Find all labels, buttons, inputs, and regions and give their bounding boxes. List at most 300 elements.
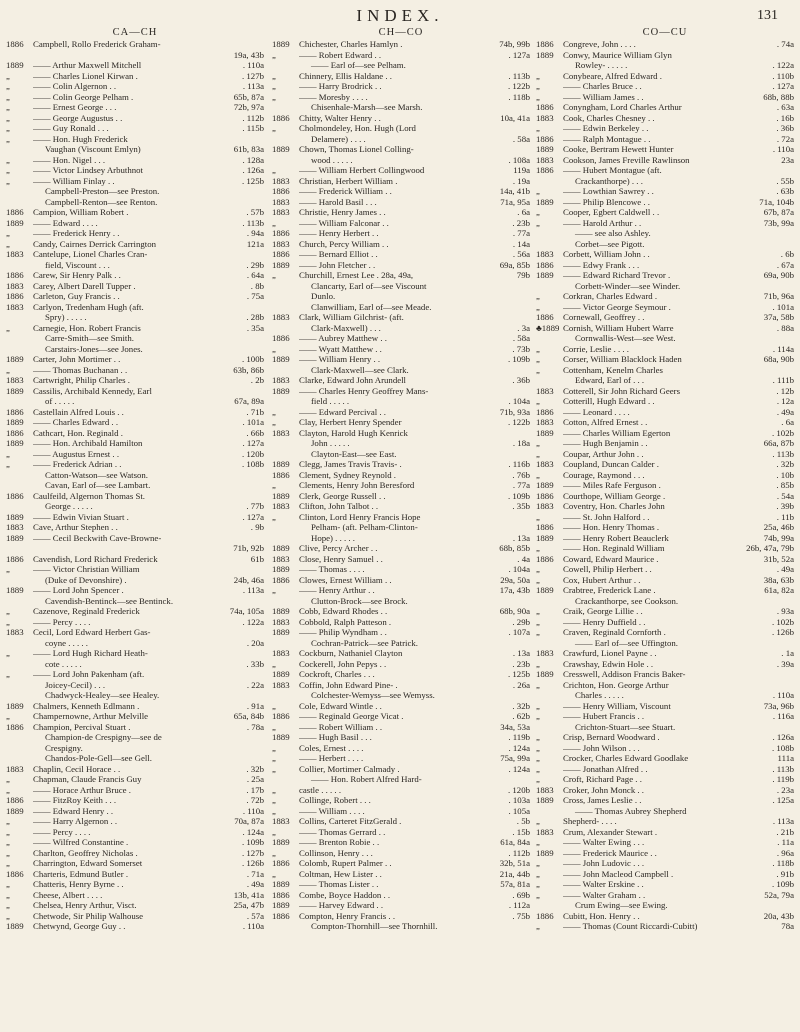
index-entry: [272, 921, 530, 932]
entry-reference: . 122b: [508, 81, 530, 91]
entry-reference: 52a, 79a: [764, 889, 794, 900]
entry-name: —— Hon. Henry Thomas .: [563, 522, 660, 532]
entry-year: 1886: [272, 228, 290, 238]
entry-year: „: [6, 889, 10, 900]
entry-year: 1889: [536, 427, 554, 438]
entry-name: —— Hon. Nigel . . .: [33, 154, 106, 165]
entry-name: Dunlo.: [311, 291, 336, 301]
entry-name: —— Moresby . . . .: [299, 91, 368, 102]
entry-year: „: [272, 81, 276, 91]
entry-year: „: [536, 763, 540, 774]
entry-reference: . 17b: [246, 784, 264, 795]
entry-year: „: [536, 354, 540, 364]
entry-name: Crackanthorpe) . . .: [575, 175, 643, 186]
index-entry: [6, 617, 264, 628]
entry-name: Carew, Sir Henry Palk . .: [33, 270, 121, 280]
index-entry: [6, 71, 264, 82]
entry-name: —— Henry Herbert . .: [299, 228, 379, 238]
entry-name: Collinge, Robert . . .: [299, 795, 371, 805]
entry-reference: 19a, 43b: [233, 49, 264, 60]
entry-reference: . 55b: [776, 175, 794, 186]
entry-name: —— Hon. Robert Alfred Hard-: [311, 774, 422, 784]
index-entry: [536, 281, 794, 292]
entry-name: Craven, Reginald Cornforth .: [563, 627, 666, 637]
entry-year: 1886: [272, 112, 290, 123]
entry-name: Cartwright, Philip Charles .: [33, 375, 131, 385]
entry-year: 1886: [272, 249, 290, 259]
entry-reference: 74b, 99a: [763, 532, 794, 543]
index-entry: [6, 165, 264, 176]
index-entry: [6, 827, 264, 838]
entry-name: Chaplin, Cecil Horace . .: [33, 763, 121, 774]
entry-reference: . 126a: [242, 165, 264, 175]
index-entry: [536, 774, 794, 785]
entry-year: „: [536, 448, 540, 459]
index-entry: [272, 533, 530, 544]
entry-year: „: [272, 847, 276, 858]
index-entry: [536, 92, 794, 103]
entry-year: 1889: [6, 354, 24, 364]
entry-reference: . 126b: [242, 858, 264, 868]
entry-name: Cochran-Patrick—see Patrick.: [311, 637, 418, 648]
entry-year: 1889: [272, 564, 290, 574]
entry-year: „: [536, 574, 540, 585]
entry-reference: . 127b: [242, 70, 264, 81]
entry-name: —— Thomas Gerrard . .: [299, 826, 386, 837]
entry-name: Cassilis, Archibald Kennedy, Earl: [33, 385, 152, 396]
entry-reference: . 127a: [242, 438, 264, 448]
entry-name: Cockburn, Nathaniel Clayton: [299, 648, 403, 658]
entry-reference: . 104a: [508, 396, 530, 406]
entry-reference: . 58a: [512, 133, 530, 144]
index-entry: [6, 785, 264, 796]
entry-name: Crackanthorpe, see Cookson.: [575, 595, 679, 606]
entry-name: Cottenham, Kenelm Charles: [563, 364, 663, 375]
index-entry: [6, 144, 264, 155]
entry-reference: 25a, 47b: [233, 900, 264, 910]
index-entry: [536, 575, 794, 586]
index-entry: [272, 711, 530, 722]
entry-name: Cobbold, Ralph Patteson .: [299, 616, 392, 627]
entry-year: 1889: [272, 900, 290, 910]
index-entry: [272, 165, 530, 176]
entry-name: —— Guy Ronald . . .: [33, 123, 109, 133]
entry-year: 1886: [272, 186, 290, 196]
index-entry: [6, 354, 264, 365]
entry-year: „: [6, 900, 10, 910]
entry-name: Rowley- . . . . .: [575, 60, 628, 70]
entry-reference: . 67a: [776, 259, 794, 270]
index-entry: [272, 407, 530, 418]
entry-reference: 14a, 41b: [499, 186, 530, 196]
entry-name: Cavendish, Lord Richard Frederick: [33, 553, 158, 564]
entry-reference: . 63a: [776, 102, 794, 112]
entry-name: George . . . . .: [45, 501, 93, 511]
index-entry: [6, 680, 264, 691]
entry-name: Clifton, John Talbot . .: [299, 501, 379, 511]
entry-name: —— Philip Wyndham . .: [299, 627, 387, 637]
entry-name: Clanwilliam, Earl of—see Meade.: [311, 301, 432, 312]
entry-name: Chinnery, Ellis Haldane . .: [299, 70, 392, 81]
entry-name: Clegg, James Travis Travis- .: [299, 459, 402, 469]
entry-name: —— Harold Arthur . .: [563, 217, 642, 228]
entry-name: —— Edwin Vivian Stuart .: [33, 511, 129, 522]
index-entry: [536, 375, 794, 386]
entry-year: 1889: [6, 417, 24, 427]
index-entry: [536, 533, 794, 544]
index-entry: [6, 176, 264, 187]
entry-name: Clancarty, Earl of—see Viscount: [311, 280, 427, 291]
entry-reference: . 110a: [242, 921, 264, 931]
index-entry: [272, 102, 530, 113]
entry-reference: . 23b: [512, 217, 530, 228]
entry-reference: . 126a: [772, 732, 794, 742]
entry-year: „: [536, 123, 540, 133]
index-entry: [272, 312, 530, 323]
entry-year: „: [536, 816, 540, 826]
entry-name: Joicey-Cecil) . . .: [45, 679, 106, 690]
entry-year: 1886: [536, 553, 554, 564]
entry-year: 1886: [6, 553, 24, 564]
entry-reference: . 101a: [772, 301, 794, 312]
index-entry: [272, 92, 530, 103]
entry-reference: . 109b: [772, 879, 794, 889]
entry-year: „: [272, 763, 276, 774]
entry-reference: 75a, 99a: [500, 753, 530, 763]
index-entry: [536, 176, 794, 187]
entry-reference: . 120b: [242, 448, 264, 459]
entry-name: Christian, Herbert William .: [299, 175, 398, 186]
entry-name: —— William Finlay . .: [33, 175, 115, 186]
index-entry: [536, 806, 794, 817]
entry-name: castle . . . . .: [299, 784, 342, 795]
index-entry: [6, 806, 264, 817]
index-entry: [536, 743, 794, 754]
entry-year: 1886: [6, 291, 24, 301]
entry-reference: . 127a: [772, 81, 794, 91]
entry-name: —— FitzRoy Keith . . .: [33, 795, 117, 805]
entry-name: Chatteris, Henry Byrne . .: [33, 879, 124, 889]
entry-year: „: [536, 774, 540, 784]
entry-year: 1889: [6, 217, 24, 228]
entry-name: —— William Henry . .: [299, 354, 381, 364]
entry-name: Clarke, Edward John Arundell: [299, 375, 407, 385]
entry-name: Cresswell, Addison Francis Baker-: [563, 669, 686, 679]
index-entry: [536, 470, 794, 481]
entry-year: „: [272, 70, 276, 81]
index-entry: [536, 396, 794, 407]
index-entry: [272, 638, 530, 649]
index-column-co-cu: [536, 26, 794, 932]
index-entry: [6, 218, 264, 229]
entry-year: 1883: [272, 648, 290, 658]
entry-year: „: [6, 133, 10, 144]
entry-year: 1883: [272, 207, 290, 217]
index-entry: [6, 102, 264, 113]
entry-name: Cheese, Albert . . . .: [33, 889, 103, 900]
entry-name: —— Charles Henry Geoffrey Mans-: [299, 385, 429, 396]
entry-year: „: [272, 585, 276, 595]
index-entry: [272, 722, 530, 733]
index-entry: [536, 333, 794, 344]
entry-name: Colomb, Rupert Palmer . .: [299, 858, 392, 868]
entry-reference: . 112a: [508, 900, 530, 910]
index-entry: [6, 186, 264, 197]
entry-name: —— Percy . . . .: [33, 616, 91, 627]
index-entry: [272, 512, 530, 523]
index-entry: [6, 386, 264, 397]
entry-reference: 67a, 89a: [234, 396, 264, 406]
entry-name: (Duke of Devonshire) .: [45, 574, 127, 585]
entry-reference: 13b, 41a: [233, 889, 264, 900]
entry-year: 1889: [272, 606, 290, 616]
index-entry: [6, 638, 264, 649]
entry-reference: . 29b: [246, 259, 264, 270]
index-entry: [536, 848, 794, 859]
index-entry: [272, 585, 530, 596]
entry-reference: . 6a: [517, 207, 530, 217]
entry-name: Coupland, Duncan Calder .: [563, 459, 660, 469]
index-entry: [272, 71, 530, 82]
index-entry: [272, 134, 530, 145]
entry-reference: 74b, 99b: [499, 39, 530, 49]
entry-reference: 71b, 92b: [233, 543, 264, 553]
index-entry: [536, 711, 794, 722]
entry-year: „: [6, 112, 10, 123]
index-entry: [6, 50, 264, 61]
entry-year: „: [536, 564, 540, 574]
index-entry: [272, 816, 530, 827]
entry-reference: 79b: [516, 270, 530, 280]
entry-reference: . 111b: [772, 375, 794, 385]
entry-name: —— Ralph Montague . .: [563, 133, 651, 144]
entry-year: 1889: [6, 700, 24, 711]
index-entry: [536, 459, 794, 470]
column-heading: CA—CH: [112, 27, 158, 38]
index-entry: [6, 344, 264, 355]
entry-reference: . 104a: [508, 564, 530, 574]
entry-year: „: [6, 784, 10, 795]
index-entry: [6, 60, 264, 71]
entry-name: Cotton, Alfred Ernest . .: [563, 417, 648, 427]
entry-year: „: [6, 175, 10, 186]
entry-name: Cockroft, Charles . . .: [299, 669, 375, 679]
entry-name: Collier, Mortimer Calmady .: [299, 763, 400, 774]
entry-reference: 10a, 41a: [500, 112, 530, 123]
entry-year: „: [6, 165, 10, 175]
entry-year: 1889: [272, 543, 290, 553]
index-entry: [6, 249, 264, 260]
entry-reference: . 113a: [772, 816, 794, 826]
entry-reference: . 113b: [772, 763, 794, 774]
index-entry: [6, 113, 264, 124]
entry-name: Coupar, Arthur John . .: [563, 448, 644, 459]
entry-reference: . 1a: [781, 648, 794, 658]
entry-reference: 69a, 90b: [763, 270, 794, 280]
index-entry: [272, 890, 530, 901]
entry-reference: . 32b: [776, 459, 794, 469]
index-entry: [272, 113, 530, 124]
entry-reference: . 69b: [512, 889, 530, 900]
index-entry: [536, 354, 794, 365]
entry-reference: . 71b: [246, 406, 264, 417]
index-entry: [6, 302, 264, 313]
entry-name: Cotterell, Sir John Richard Geers: [563, 385, 681, 396]
entry-reference: . 109b: [508, 490, 530, 501]
entry-name: —— Frederick Henry . .: [33, 228, 120, 238]
entry-name: —— Walter Erskine . .: [563, 879, 644, 889]
index-entry: [536, 239, 794, 250]
entry-name: Corbett, William John . .: [563, 249, 650, 259]
entry-reference: . 122b: [508, 417, 530, 427]
entry-year: „: [272, 217, 276, 228]
entry-year: 1889: [6, 921, 24, 931]
entry-name: —— Robert William . .: [299, 721, 383, 732]
entry-year: „: [536, 364, 540, 375]
entry-reference: . 110b: [772, 70, 794, 81]
index-entry: [272, 848, 530, 859]
index-entry: [272, 564, 530, 575]
entry-name: Chitty, Walter Henry . .: [299, 112, 381, 123]
entry-year: 1883: [536, 826, 554, 837]
entry-year: 1889: [272, 459, 290, 469]
entry-name: Corser, William Blacklock Haden: [563, 354, 682, 364]
entry-name: Chandos-Pole-Gell—see Gell.: [45, 753, 153, 763]
entry-year: 1889: [272, 490, 290, 501]
entry-name: —— John Fletcher . .: [299, 259, 376, 270]
entry-reference: . 58a: [512, 333, 530, 343]
index-entry: [272, 627, 530, 638]
entry-name: Clark-Maxwell) . . .: [311, 322, 381, 333]
entry-reference: . 35b: [512, 501, 530, 511]
entry-name: Crum, Alexander Stewart .: [563, 826, 658, 837]
index-entry: [536, 291, 794, 302]
entry-year: 1886: [536, 165, 554, 175]
entry-reference: . 127a: [242, 511, 264, 522]
entry-name: Croft, Richard Page . .: [563, 774, 642, 784]
index-entry: [272, 900, 530, 911]
entry-year: „: [272, 511, 276, 522]
index-entry: [272, 365, 530, 376]
entry-name: Chalmers, Kenneth Edlmann .: [33, 700, 140, 711]
entry-name: —— Colin Algernon . .: [33, 81, 117, 91]
entry-name: Crichton-Stuart—see Stuart.: [575, 721, 676, 732]
entry-year: 1883: [536, 648, 554, 658]
index-entry: [6, 512, 264, 523]
entry-reference: . 125a: [772, 795, 794, 805]
entry-name: —— Lord Hugh Richard Heath-: [33, 648, 148, 658]
entry-year: „: [272, 742, 276, 753]
entry-name: Champernowne, Arthur Melville: [33, 711, 149, 721]
index-entry: [536, 680, 794, 691]
entry-reference: . 103a: [508, 795, 530, 805]
entry-reference: . 101a: [242, 417, 264, 427]
entry-name: —— Miles Rafe Ferguson .: [563, 480, 661, 490]
entry-reference: . 124a: [242, 826, 264, 837]
entry-reference: . 14a: [512, 238, 530, 249]
entry-year: 1889: [6, 805, 24, 816]
index-entry: [6, 911, 264, 922]
entry-year: 1889: [272, 39, 290, 49]
entry-reference: 71b, 96a: [763, 291, 794, 301]
entry-name: —— Augustus Ernest . .: [33, 448, 120, 459]
entry-name: Colchester-Wemyss—see Wemyss.: [311, 690, 435, 700]
entry-name: Collins, Carteret FitzGerald .: [299, 816, 402, 826]
index-entry: [536, 144, 794, 155]
entry-year: „: [272, 868, 276, 879]
entry-year: 1889: [6, 60, 24, 70]
index-entry: [272, 417, 530, 428]
entry-name: —— Lowthian Sawrey . .: [563, 186, 654, 196]
entry-reference: 121a: [246, 238, 264, 249]
entry-reference: 70a, 87a: [234, 816, 264, 826]
entry-name: Congreve, John . . . .: [563, 39, 636, 49]
entry-name: Christie, Henry James . .: [299, 207, 386, 217]
index-entry: [6, 407, 264, 418]
entry-year: 1883: [272, 679, 290, 690]
entry-year: 1886: [272, 889, 290, 900]
index-entry: [536, 512, 794, 523]
page-title: INDEX.: [356, 6, 444, 25]
index-entry: [536, 312, 794, 323]
entry-reference: . 18a: [512, 438, 530, 448]
entry-year: „: [536, 217, 540, 228]
entry-name: —— William James . .: [563, 91, 644, 102]
entry-name: Corbet—see Pigott.: [575, 238, 645, 249]
index-entry: [272, 659, 530, 670]
index-entry: [6, 816, 264, 827]
index-entry: [536, 365, 794, 376]
index-entry: [536, 60, 794, 71]
entry-name: Cubitt, Hon. Henry . .: [563, 910, 640, 921]
entry-year: ♣1889: [536, 322, 560, 333]
index-entry: [272, 785, 530, 796]
entry-year: „: [536, 879, 540, 889]
entry-name: —— Thomas Aubrey Shepherd: [575, 805, 687, 816]
entry-name: Conybeare, Alfred Edward .: [563, 70, 662, 81]
entry-year: „: [6, 616, 10, 627]
entry-name: —— Herbert . . . .: [299, 753, 364, 763]
entry-year: 1883: [272, 312, 290, 322]
entry-name: —— Horace Arthur Bruce .: [33, 784, 131, 795]
entry-reference: . 96a: [776, 847, 794, 858]
entry-name: —— Hugh Basil . . .: [299, 732, 372, 742]
entry-name: —— Wilfred Constantine .: [33, 837, 129, 847]
entry-year: „: [536, 700, 540, 711]
entry-year: „: [536, 616, 540, 627]
entry-name: Clayton, Harold Hugh Kenrick: [299, 427, 408, 438]
entry-year: 1883: [272, 616, 290, 627]
entry-name: Cathcart, Hon. Reginald .: [33, 427, 123, 438]
entry-name: Cecil, Lord Edward Herbert Gas-: [33, 627, 151, 637]
entry-year: „: [272, 480, 276, 490]
entry-reference: . 6b: [780, 249, 794, 259]
entry-name: —— Walter Graham . .: [563, 889, 646, 900]
index-entry: [536, 795, 794, 806]
entry-name: —— St. John Halford . .: [563, 511, 650, 522]
entry-year: „: [6, 826, 10, 837]
index-entry: [6, 522, 264, 533]
entry-name: Crawshay, Edwin Hole . .: [563, 658, 654, 669]
entry-year: 1886: [6, 490, 24, 501]
entry-year: 1883: [272, 238, 290, 249]
entry-reference: . 113b: [772, 448, 794, 459]
entry-year: „: [6, 910, 10, 921]
index-entry: [6, 848, 264, 859]
index-entry: [6, 837, 264, 848]
entry-year: 1883: [536, 417, 554, 427]
entry-name: Compton, Henry Francis . .: [299, 910, 396, 921]
